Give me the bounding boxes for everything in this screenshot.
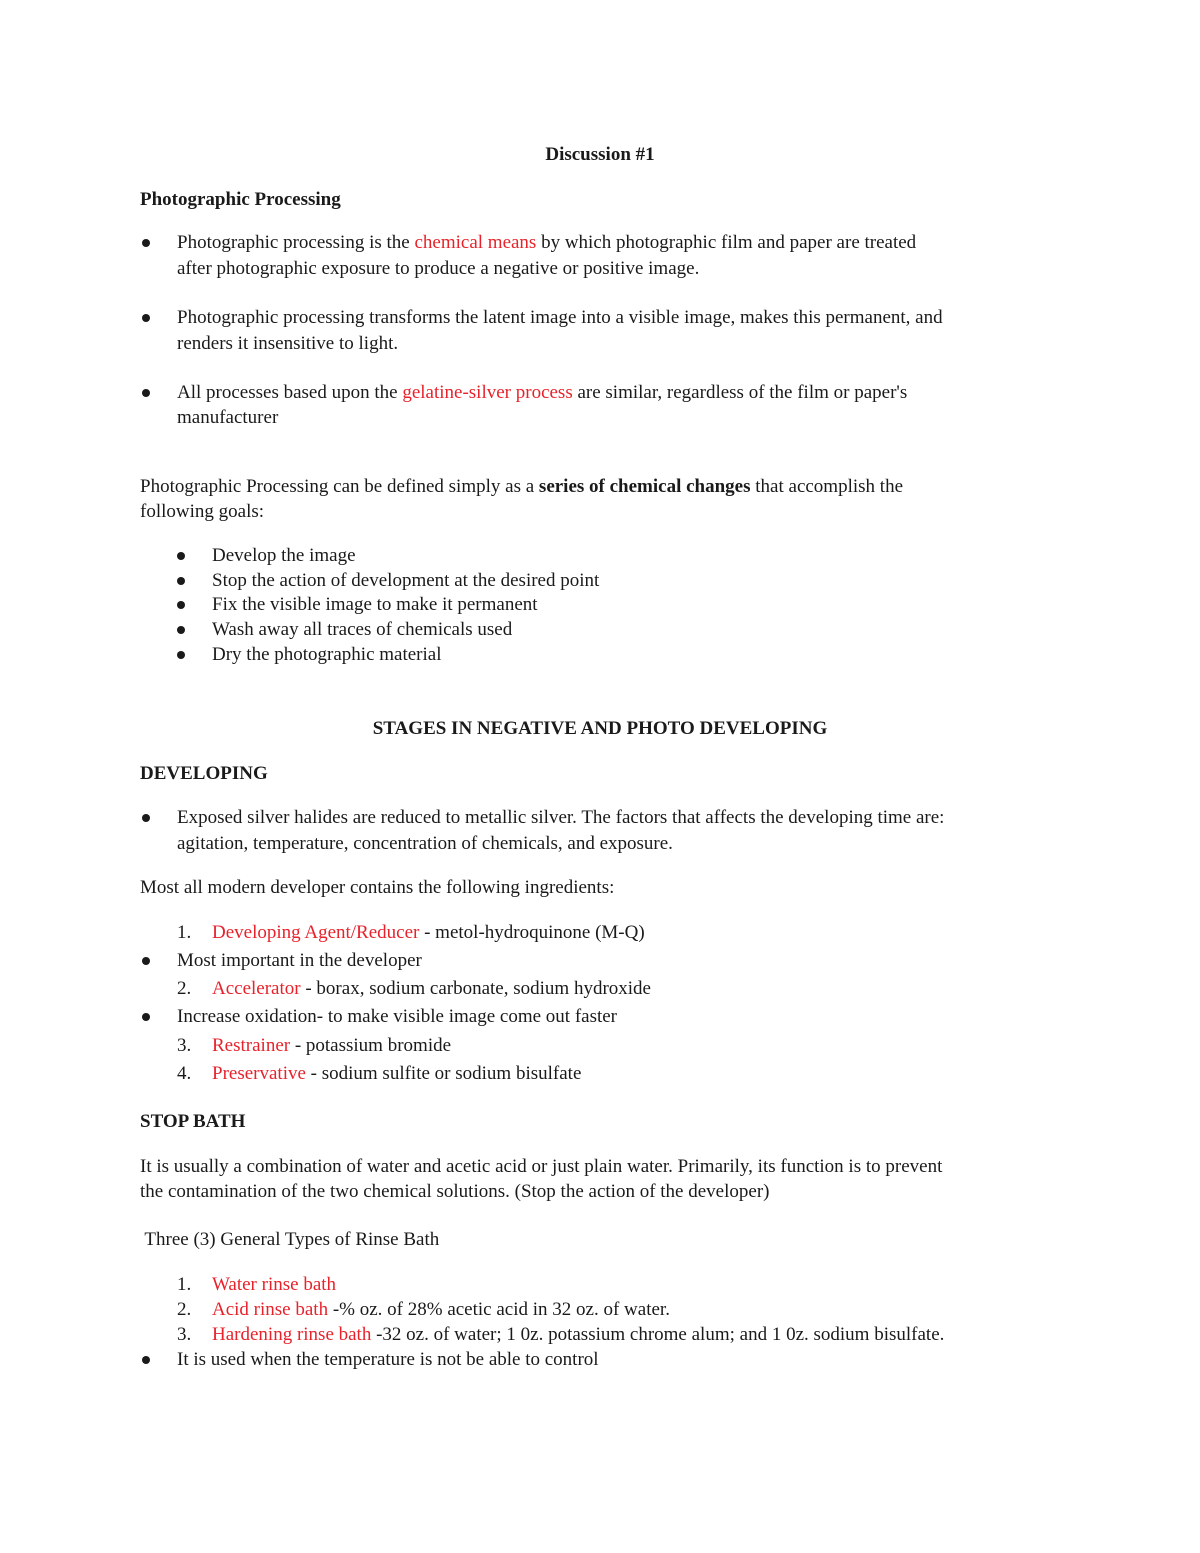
bullet-icon bbox=[142, 314, 150, 322]
stages-heading: STAGES IN NEGATIVE AND PHOTO DEVELOPING bbox=[372, 718, 828, 739]
highlight-term: gelatine-silver process bbox=[402, 382, 573, 403]
list-number: 3. bbox=[177, 1324, 192, 1345]
developing-heading: DEVELOPING bbox=[140, 763, 268, 784]
goal-list-item: Stop the action of development at the desired point bbox=[212, 570, 600, 591]
rinse-bath-item: Acid rinse bath -% oz. of 28% acetic acid in 32 oz. of water. bbox=[212, 1299, 670, 1320]
definition-paragraph-line: Photographic Processing can be defined simply as a series of chemical changes that accomplish the bbox=[140, 476, 903, 497]
bullet-icon bbox=[177, 626, 185, 634]
goal-list-item: Develop the image bbox=[212, 545, 356, 566]
rinse-bath-term: Water rinse bath bbox=[212, 1274, 337, 1295]
goal-list-item: Wash away all traces of chemicals used bbox=[212, 619, 513, 640]
bullet-icon bbox=[142, 1356, 150, 1364]
ingredient-item: Accelerator - borax, sodium carbonate, sodium hydroxide bbox=[212, 978, 651, 999]
ingredient-note: Most important in the developer bbox=[177, 950, 422, 971]
ingredient-term: Restrainer bbox=[212, 1035, 291, 1056]
highlight-term: chemical means bbox=[414, 232, 537, 253]
bullet-icon bbox=[142, 389, 150, 397]
bullet-text-line: after photographic exposure to produce a negative or positive image. bbox=[177, 258, 700, 279]
stop-bath-heading: STOP BATH bbox=[140, 1111, 246, 1132]
ingredient-item: Restrainer - potassium bromide bbox=[212, 1035, 452, 1056]
list-number: 2. bbox=[177, 978, 192, 999]
developer-ingredients-intro: Most all modern developer contains the following ingredients: bbox=[140, 877, 615, 898]
rinse-bath-item bbox=[212, 1272, 336, 1297]
bold-phrase: series of chemical changes bbox=[538, 476, 751, 497]
bullet-icon bbox=[177, 552, 185, 560]
list-number: 1. bbox=[177, 922, 192, 943]
list-number: 2. bbox=[177, 1299, 192, 1320]
rinse-bath-item: Hardening rinse bath -32 oz. of water; 1 0z. potassium chrome alum; and 1 0z. sodium bisulfate. bbox=[212, 1324, 945, 1345]
ingredient-term: Preservative bbox=[212, 1063, 306, 1084]
bullet-icon bbox=[142, 239, 150, 247]
developing-bullet-line: Exposed silver halides are reduced to metallic silver. The factors that affects the developing time are: bbox=[177, 807, 945, 828]
ingredient-item: Developing Agent/Reducer - metol-hydroquinone (M-Q) bbox=[212, 922, 645, 943]
developing-bullet-line: agitation, temperature, concentration of chemicals, and exposure. bbox=[177, 833, 673, 854]
stop-bath-paragraph-line: It is usually a combination of water and acetic acid or just plain water. Primarily, its function is to prevent bbox=[140, 1156, 943, 1177]
bullet-text-line: Photographic processing transforms the latent image into a visible image, makes this permanent, and bbox=[177, 307, 943, 328]
rinse-bath-term: Hardening rinse bath bbox=[212, 1324, 372, 1345]
stop-bath-paragraph-line: the contamination of the two chemical solutions. (Stop the action of the developer) bbox=[140, 1181, 770, 1202]
goal-list-item: Dry the photographic material bbox=[212, 644, 442, 665]
document-title: Discussion #1 bbox=[545, 144, 655, 165]
goal-list-item: Fix the visible image to make it permanent bbox=[212, 594, 538, 615]
bullet-text-line: manufacturer bbox=[177, 407, 279, 428]
rinse-bath-note: It is used when the temperature is not be able to control bbox=[177, 1349, 599, 1370]
list-number: 1. bbox=[177, 1274, 192, 1295]
ingredient-term: Accelerator bbox=[212, 978, 301, 999]
ingredient-note: Increase oxidation- to make visible image come out faster bbox=[177, 1006, 618, 1027]
list-number: 4. bbox=[177, 1063, 192, 1084]
bullet-icon bbox=[142, 1013, 150, 1021]
bullet-text-line: All processes based upon the gelatine-silver process are similar, regardless of the film or paper's bbox=[177, 382, 908, 403]
ingredient-item: Preservative - sodium sulfite or sodium bisulfate bbox=[212, 1063, 582, 1084]
bullet-text-line: renders it insensitive to light. bbox=[177, 333, 399, 354]
section-heading-photographic-processing: Photographic Processing bbox=[140, 189, 341, 210]
rinse-bath-term: Acid rinse bath bbox=[212, 1299, 329, 1320]
rinse-bath-types-intro: Three (3) General Types of Rinse Bath bbox=[140, 1229, 440, 1250]
ingredient-term: Developing Agent/Reducer bbox=[212, 922, 420, 943]
bullet-text-line: Photographic processing is the chemical means by which photographic film and paper are treated bbox=[177, 232, 917, 253]
list-number: 3. bbox=[177, 1035, 192, 1056]
bullet-icon bbox=[177, 651, 185, 659]
definition-paragraph-line: following goals: bbox=[140, 501, 265, 522]
bullet-icon bbox=[142, 957, 150, 965]
bullet-icon bbox=[177, 577, 185, 585]
bullet-icon bbox=[142, 814, 150, 822]
bullet-icon bbox=[177, 601, 185, 609]
